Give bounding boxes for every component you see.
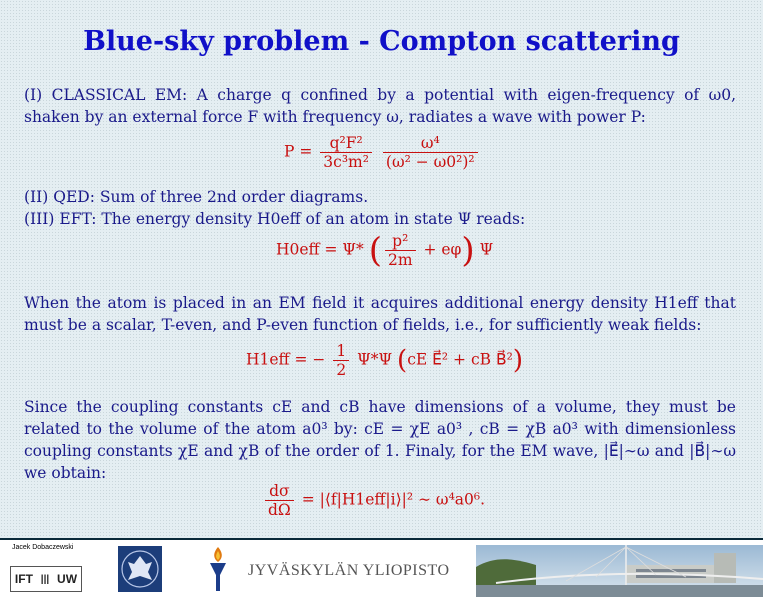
eq-cs-den: dΩ xyxy=(265,500,294,519)
paragraph-coupling: Since the coupling constants cE and cB have dimensions of a volume, they must be related to the volume of the atom a0³ by: cE = χE a0³ , cB = χB a0³ with dimensionless coupling constants χE and χB of the order of 1. Finaly, for the EM wave, |E⃗|∼ω and |B⃗|∼ω we obtain: xyxy=(24,398,736,482)
paragraph-classical-em: (I) CLASSICAL EM: A charge q confined by a potential with eigen-frequency of ω0, shaken by an external force F with frequency ω, radiates a wave with power P: xyxy=(24,86,736,126)
paren-open: ( xyxy=(368,230,382,271)
eq-cs-rhs: = |⟨f|H1eff|i⟩|² ∼ ω⁴a0⁶. xyxy=(301,490,486,509)
paren-open-2: ( xyxy=(397,345,408,376)
eq-power-frac2 xyxy=(383,134,478,171)
eq-h1-frac xyxy=(333,342,349,379)
campus-photo xyxy=(476,545,763,597)
equation-h1eff xyxy=(246,342,523,379)
eq-power-num1: q²F² xyxy=(329,134,363,152)
university-seal-icon xyxy=(118,546,162,592)
eq-h0-den: 2m xyxy=(385,250,416,269)
paragraph-qed: (II) QED: Sum of three 2nd order diagrams. xyxy=(24,188,369,206)
logo-left-text: IFT xyxy=(14,572,33,586)
eq-power-num2: ω⁴ xyxy=(420,134,440,152)
ift-uw-logo xyxy=(10,566,82,592)
eq-power-frac1 xyxy=(320,134,372,171)
slide-title: Blue-sky problem - Compton scattering xyxy=(83,26,680,57)
eq-h1-inner: cE E⃗² + cB B⃗² xyxy=(407,350,513,369)
paragraph-em-field: When the atom is placed in an EM field it acquires additional energy density H1eff that must be a scalar, T-even, and P-even function of fields, i.e., for sufficiently weak fields: xyxy=(24,294,736,334)
eq-power-den2: (ω² − ω0²)² xyxy=(383,152,478,171)
eq-h0-tail: Ψ xyxy=(479,240,494,259)
eq-h1-lhs: H1eff = − xyxy=(246,350,326,369)
eq-power-den1: 3c³m² xyxy=(320,152,372,171)
eq-h1-den: 2 xyxy=(333,360,349,379)
paren-close-2: ) xyxy=(512,345,523,376)
equation-power xyxy=(284,134,481,171)
paren-close: ) xyxy=(461,230,475,271)
eq-cs-num: dσ xyxy=(269,482,290,500)
university-name: JYVÄSKYLÄN YLIOPISTO xyxy=(248,562,450,579)
eq-h0-num: p² xyxy=(392,232,409,250)
eq-h0-frac xyxy=(385,232,416,269)
eq-h1-mid: Ψ*Ψ xyxy=(357,350,393,369)
eq-power-lhs: P = xyxy=(284,142,313,161)
author-name: Jacek Dobaczewski xyxy=(12,544,74,551)
equation-h0eff xyxy=(276,232,493,269)
equation-cross-section xyxy=(262,482,485,519)
paragraph-eft: (III) EFT: The energy density H0eff of an atom in state Ψ reads: xyxy=(24,210,526,228)
logo-columns-icon: ||| xyxy=(40,573,50,585)
eq-cs-frac xyxy=(265,482,294,519)
eq-h0-lhs: H0eff = Ψ* xyxy=(276,240,364,259)
logo-right-text: UW xyxy=(57,572,78,586)
eq-h1-num: 1 xyxy=(336,342,347,360)
torch-logo-icon xyxy=(206,545,230,593)
eq-h0-rest: + eφ xyxy=(423,240,462,259)
